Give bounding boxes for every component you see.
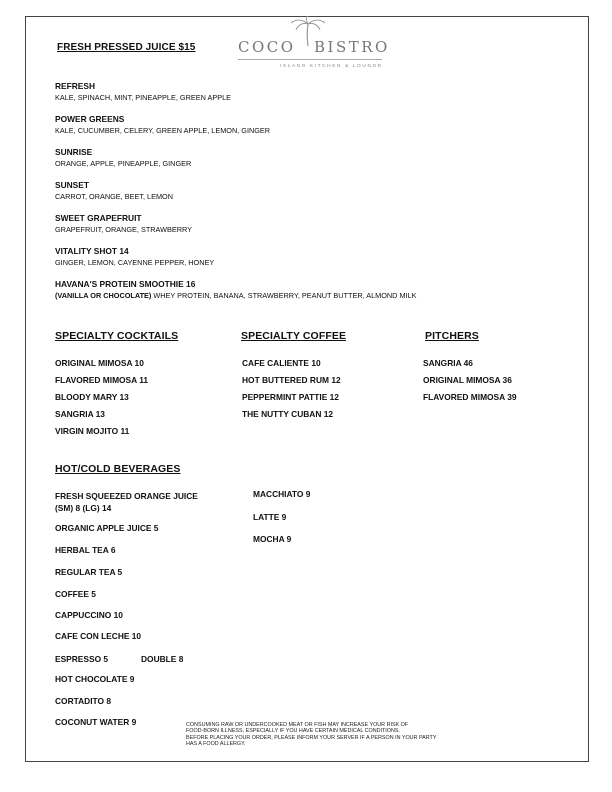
- logo-rule: [238, 59, 382, 60]
- logo-word-left: COCO: [238, 38, 296, 56]
- juice-item-desc: GINGER, LEMON, CAYENNE PEPPER, HONEY: [55, 258, 215, 267]
- beverage-item: COFFEE 5: [55, 589, 96, 599]
- oj-name: FRESH SQUEEZED ORANGE JUICE: [55, 491, 198, 501]
- coffee-heading: SPECIALTY COFFEE: [241, 330, 347, 342]
- juice-item-name: SWEET GRAPEFRUIT: [55, 213, 142, 223]
- smoothie-name: HAVANA'S PROTEIN SMOOTHIE 16: [55, 279, 196, 289]
- pitcher-item: ORIGINAL MIMOSA 36: [423, 375, 512, 385]
- beverage-item: HOT CHOCOLATE 9: [55, 674, 135, 684]
- disclaimer-line: BEFORE PLACING YOUR ORDER, PLEASE INFORM YOUR SERVER IF A PERSON IN YOUR PARTY: [186, 734, 437, 741]
- juice-item-name: SUNRISE: [55, 147, 93, 157]
- juice-item: [55, 180, 173, 201]
- beverage-item: CORTADITO 8: [55, 696, 111, 706]
- oj-item: [55, 490, 198, 514]
- juice-item: [55, 213, 192, 234]
- double-item: DOUBLE 8: [141, 654, 184, 664]
- oj-sizes: (SM) 8 (LG) 14: [55, 503, 112, 513]
- beverage-item: CAFE CON LECHE 10: [55, 631, 142, 641]
- coffee-item: HOT BUTTERED RUM 12: [242, 375, 341, 385]
- cocktail-item: SANGRIA 13: [55, 409, 105, 419]
- disclaimer-line: CONSUMING RAW OR UNDERCOOKED MEAT OR FISH MAY INCREASE YOUR RISK OF: [186, 722, 409, 728]
- juice-heading: FRESH PRESSED JUICE $15: [57, 42, 196, 53]
- pitcher-item: FLAVORED MIMOSA 39: [423, 392, 517, 402]
- smoothie-desc: [55, 291, 417, 300]
- disclaimer: [186, 722, 436, 747]
- beverage-item: MOCHA 9: [253, 534, 292, 544]
- beverage-item: CAPPUCCINO 10: [55, 610, 123, 620]
- beverages-heading: HOT/COLD BEVERAGES: [55, 463, 181, 475]
- cocktail-item: BLOODY MARY 13: [55, 392, 129, 402]
- disclaimer-line: HAS A FOOD ALLERGY.: [186, 740, 246, 747]
- juice-item-name: SUNSET: [55, 180, 89, 190]
- espresso-item: ESPRESSO 5: [55, 654, 109, 664]
- beverage-item: COCONUT WATER 9: [55, 717, 137, 727]
- juice-item-desc: CARROT, ORANGE, BEET, LEMON: [55, 192, 173, 201]
- juice-item-desc: ORANGE, APPLE, PINEAPPLE, GINGER: [55, 159, 192, 168]
- beverage-item: LATTE 9: [253, 512, 287, 522]
- beverage-item: ORGANIC APPLE JUICE 5: [55, 523, 159, 533]
- juice-item: [55, 246, 214, 267]
- logo: [236, 14, 390, 72]
- smoothie-item: [55, 279, 417, 300]
- cocktail-item: FLAVORED MIMOSA 11: [55, 375, 149, 385]
- juice-item: [55, 114, 270, 135]
- coffee-item: CAFE CALIENTE 10: [242, 358, 321, 368]
- disclaimer-line: FOOD-BORN ILLNESS, ESPECIALLY IF YOU HAVE CERTAIN MEDICAL CONDITIONS.: [186, 728, 400, 735]
- pitcher-item: SANGRIA 46: [423, 358, 473, 368]
- coffee-item: PEPPERMINT PATTIE 12: [242, 392, 339, 402]
- logo-word-right: BISTRO: [314, 38, 390, 56]
- juice-item-name: VITALITY SHOT 14: [55, 246, 129, 256]
- beverage-item: REGULAR TEA 5: [55, 567, 123, 577]
- juice-item-name: POWER GREENS: [55, 114, 125, 124]
- smoothie-ingredients: WHEY PROTEIN, BANANA, STRAWBERRY, PEANUT BUTTER, ALMOND MILK: [151, 291, 417, 300]
- smoothie-flavor-options: (VANILLA OR CHOCOLATE): [55, 291, 152, 300]
- beverage-item: HERBAL TEA 6: [55, 545, 116, 555]
- cocktail-item: VIRGIN MOJITO 11: [55, 426, 130, 436]
- juice-item-desc: KALE, SPINACH, MINT, PINEAPPLE, GREEN APPLE: [55, 93, 231, 102]
- juice-item: [55, 81, 231, 102]
- cocktails-heading: SPECIALTY COCKTAILS: [55, 330, 179, 342]
- juice-item-desc: GRAPEFRUIT, ORANGE, STRAWBERRY: [55, 225, 193, 234]
- juice-item-desc: KALE, CUCUMBER, CELERY, GREEN APPLE, LEMON, GINGER: [55, 126, 271, 135]
- coffee-item: THE NUTTY CUBAN 12: [242, 409, 334, 419]
- juice-item: [55, 147, 191, 168]
- pitchers-heading: PITCHERS: [425, 330, 479, 342]
- juice-item-name: REFRESH: [55, 81, 96, 91]
- logo-tagline: ISLAND KITCHEN & LOUNGE: [280, 64, 383, 69]
- beverage-item: MACCHIATO 9: [253, 489, 311, 499]
- cocktail-item: ORIGINAL MIMOSA 10: [55, 358, 144, 368]
